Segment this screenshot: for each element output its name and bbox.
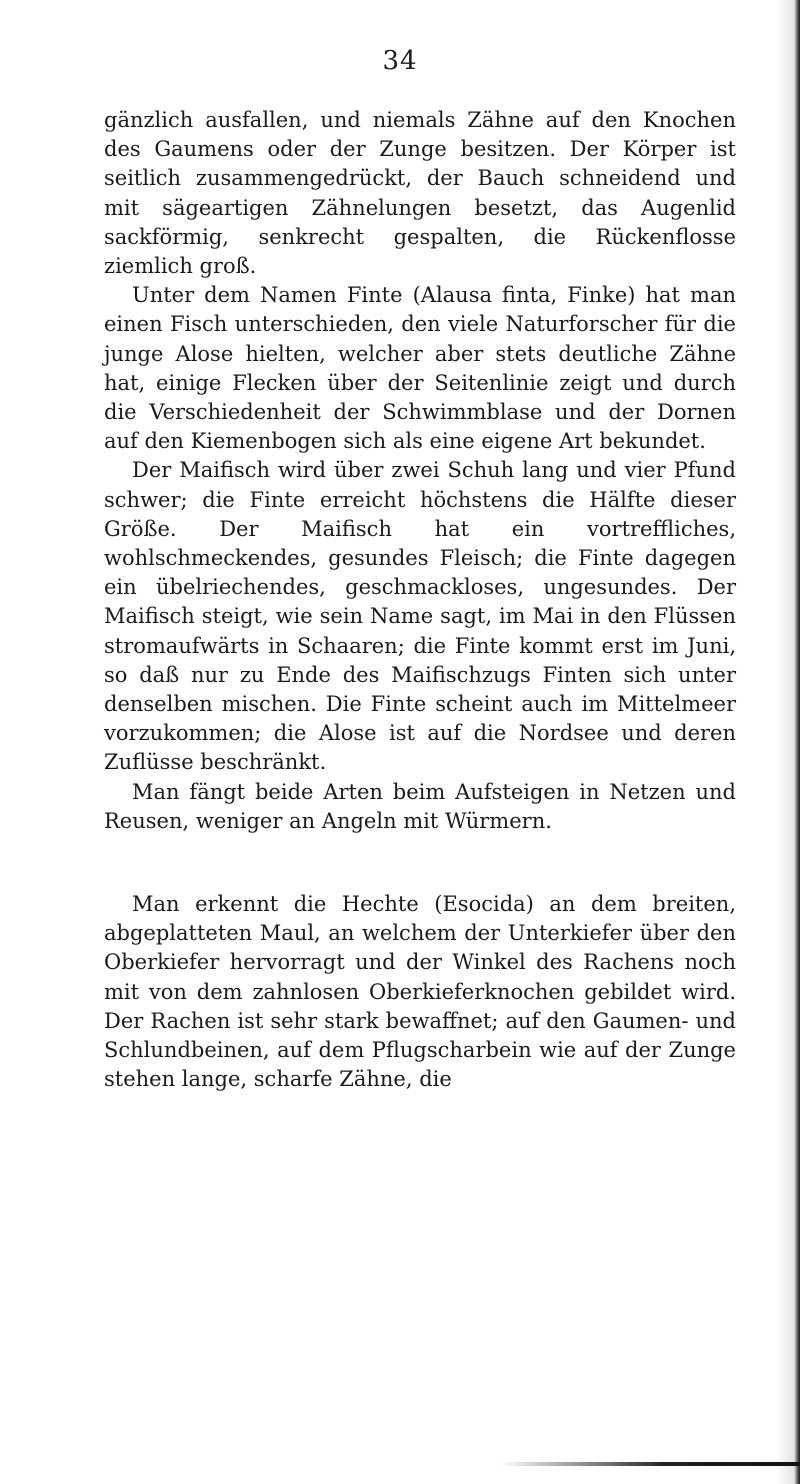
page-bottom-shadow [500, 1462, 800, 1466]
paragraph-4: Man fängt beide Arten beim Aufsteigen in Netzen und Reusen, weniger an Angeln mit Würmern. [104, 779, 736, 833]
page-edge-shadow [776, 0, 794, 1484]
paragraph-5: Man erkennt die Hechte (Esocida) an dem breiten, abgeplatteten Maul, an welchem der Unterkiefer über den Oberkiefer hervorragt und der Winkel des Rachens noch mit von dem zahnlosen Oberkieferknochen gebildet wird. Der Rachen ist sehr stark bewaffnet; auf den Gaumen- und Schlundbeinen, auf dem Pflugscharbein wie auf der Zunge stehen lange, scharfe Zähne, die [104, 892, 736, 1092]
body-text [104, 106, 736, 1095]
paragraph-1: gänzlich ausfallen, und niemals Zähne auf den Knochen des Gaumens oder der Zunge besitzen. Der Körper ist seitlich zusammengedrückt, der Bauch schneidend und mit sägeartigen Zähnelungen besetzt, das Augenlid sackförmig, senkrecht gespalten, die Rückenflosse ziemlich groß. [104, 108, 736, 279]
page-number: 34 [382, 46, 418, 76]
page-edge [794, 0, 800, 1484]
section-gap [104, 836, 736, 890]
paragraph-2: Unter dem Namen Finte (Alausa finta, Finke) hat man einen Fisch unterschieden, den viele Naturforscher für die junge Alose hielten, welcher aber stets deutliche Zähne hat, einige Flecken über der Seitenlinie zeigt und durch die Verschiedenheit der Schwimmblase und der Dornen auf den Kiemenbogen sich als eine eigene Art bekundet. [104, 283, 736, 454]
paragraph-3: Der Maifisch wird über zwei Schuh lang und vier Pfund schwer; die Finte erreicht höchstens die Hälfte dieser Größe. Der Maifisch hat ein vortreffliches, wohlschmeckendes, gesundes Fleisch; die Finte dagegen ein übelriechendes, geschmackloses, ungesundes. Der Maifisch steigt, wie sein Name sagt, im Mai in den Flüssen stromaufwärts in Schaaren; die Finte kommt erst im Juni, so daß nur zu Ende des Maifischzugs Finten sich unter denselben mischen. Die Finte scheint auch im Mittelmeer vorzukommen; die Alose ist auf die Nordsee und deren Zuflüsse beschränkt. [104, 458, 736, 775]
